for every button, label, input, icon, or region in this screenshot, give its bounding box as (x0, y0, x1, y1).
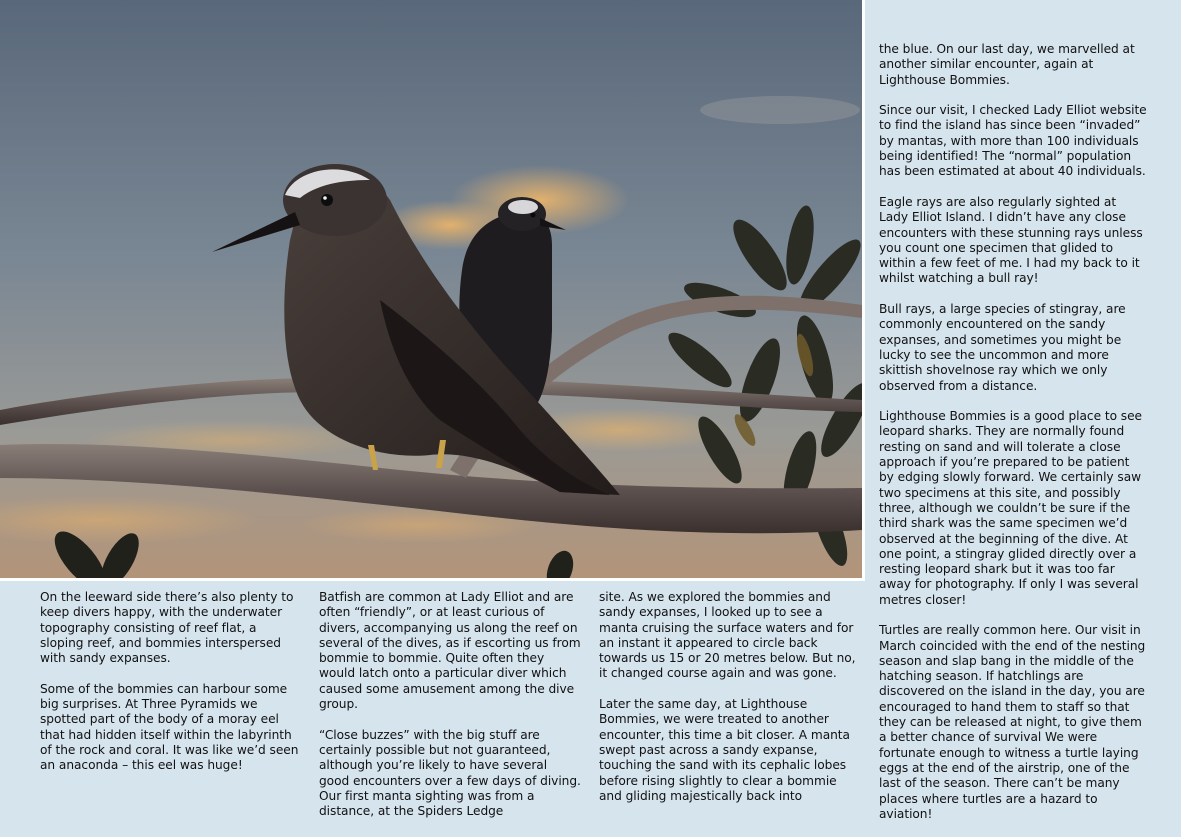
paragraph: Bull rays, a large species of stingray, are commonly encountered on the sandy expanses, and sometimes you might be lucky to see the uncommon and more skittish shovelnose ray which we only observed from a distance. (879, 302, 1126, 393)
paragraph: Lighthouse Bommies is a good place to see leopard sharks. They are normally found resting on sand and will tolerate a close approach if you’re prepared to be patient by edging slowly forward. We certainly saw two specimens at this site, and possibly three, although we couldn’t be sure if the third shark was the same specimen we’d observed at the beginning of the dive. At one point, a stingray glided directly over a resting leopard shark but it was too far away for photography. If only I was several metres closer! (879, 409, 1142, 607)
cloud (700, 96, 860, 124)
paragraph: Some of the bommies can harbour some big surprises. At Three Pyramids we spotted part of the body of a moray eel that had hidden itself within the labyrinth of the rock and coral. It was like we’d seen an anaconda – this eel was huge! (40, 681, 299, 773)
paragraph: Eagle rays are also regularly sighted at Lady Elliot Island. I didn’t have any close encounters with these stunning rays unless you count one specimen that glided to within a few feet of me. I had my back to it whilst watching a bull ray! (879, 194, 1143, 286)
paragraph: On the leeward side there’s also plenty to keep divers happy, with the underwater topography consisting of reef flat, a sloping reef, and bommies interspersed with sandy expanses. (40, 590, 294, 666)
paragraph: the blue. On our last day, we marvelled at another similar encounter, again at Lighthouse Bommies. (879, 42, 1135, 87)
paragraph: Later the same day, at Lighthouse Bommies, we were treated to another encounter, this time a bit closer. A manta swept past across a sandy expanse, touching the sand with its cephalic lobes before rising slightly to clear a bommie and gliding majestically back into (599, 697, 850, 803)
text-column-1 (40, 590, 302, 789)
text-column-3 (599, 590, 863, 819)
paragraph: Turtles are really common here. Our visit in March coincided with the end of the nesting season and slap bang in the middle of the hatching season. If hatchlings are discovered on the island in the day, you are encouraged to hand them to staff so that they can be released at night, to give them a better chance of survival We were fortunate enough to witness a turtle laying eggs at the end of the airstrip, one of the last of the season. There can’t be many places where turtles are a hazard to aviation! (879, 623, 1146, 821)
paragraph: site. As we explored the bommies and sandy expanses, I looked up to see a manta cruising the surface waters and for an instant it appeared to circle back towards us 15 or 20 metres below. But no, it changed course again and was gone. (599, 590, 856, 681)
text-column-4 (879, 42, 1147, 837)
paragraph: Since our visit, I checked Lady Elliot website to find the island has since been “invaded” by mantas, with more than 100 individuals being identified! The “normal” population has been estimated at about 40 individuals. (879, 103, 1147, 179)
paragraph: “Close buzzes” with the big stuff are certainly possible but not guaranteed, although you’re likely to have several good encounters over a few days of diving. Our first manta sighting was from a distance, at the Spiders Ledge (319, 727, 581, 819)
text-column-2 (319, 590, 581, 835)
paragraph: Batfish are common at Lady Elliot and are often “friendly”, or at least curious of divers, accompanying us along the reef on several of the dives, as if escorting us from bommie to bommie. Quite often they would latch onto a particular diver which caused some amusement among the dive group. (319, 590, 581, 712)
